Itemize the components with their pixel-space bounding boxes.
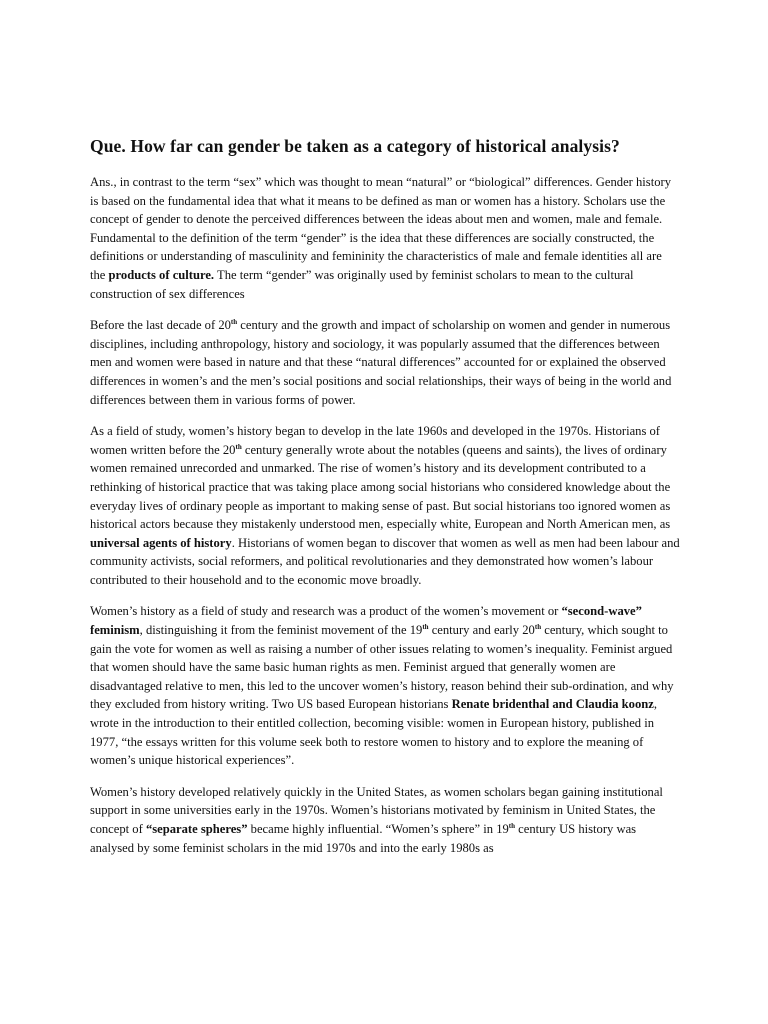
bold-term: products of culture. <box>108 267 215 282</box>
bold-term: Renate bridenthal and Claudia koonz <box>451 697 654 712</box>
text-run: century, which sought to gain the vote for women as well as raising a number of other issues relating to women’s inequality. Feminist argued that women should have the same basic human rights as men. Feminist argued that generally women are disadvantaged relative to men, this led to the uncover women’s history, reason behind their sub-ordination, and why they excluded from history writing. Two US based European historians <box>90 623 674 712</box>
text-run: Women’s history developed relatively quickly in the United States, as women scholars began gaining institutional support in some universities early in the 1970s. Women’s historians motivated by feminism in United States, the concept of <box>90 784 663 836</box>
document-page <box>90 133 680 870</box>
text-run: century and early 20 <box>428 623 535 638</box>
bold-term: “separate spheres” <box>145 822 248 836</box>
bold-term: “second-wave” feminism <box>90 604 642 638</box>
body-paragraph <box>90 422 680 589</box>
text-run: century US history was analysed by some feminist scholars in the mid 1970s and into the early 1980s as <box>90 822 637 855</box>
body-paragraph <box>90 602 680 769</box>
document-body <box>90 173 680 857</box>
bold-term: universal agents of history <box>90 535 232 550</box>
ordinal-superscript: th <box>508 821 516 830</box>
text-run: became highly influential. “Women’s sphere” in 19 <box>247 822 509 836</box>
body-paragraph <box>90 173 680 303</box>
ordinal-superscript: th <box>235 442 242 451</box>
ordinal-superscript: th <box>230 317 238 326</box>
body-paragraph <box>90 783 680 857</box>
text-run: . Historians of women began to discover that women as well as men had been labour and community activists, social reformers, and political revolutionaries and they demonstrated how women’s labour contributed to their household and to the economic move broadly. <box>90 535 680 587</box>
ordinal-superscript: th <box>422 622 429 631</box>
text-run: The term “gender” was originally used by feminist scholars to mean to the cultural construction of sex differences <box>90 267 634 301</box>
question-heading: Que. How far can gender be taken as a category of historical analysis? <box>90 136 620 156</box>
text-run: , distinguishing it from the feminist movement of the 19 <box>139 623 423 638</box>
text-run: , wrote in the introduction to their entitled collection, becoming visible: women in European history, published in 1977, “the essays written for this volume seek both to restore women to history and to explore the meaning of women’s unique historical experiences”. <box>90 697 657 768</box>
text-run: century generally wrote about the notables (queens and saints), the lives of ordinary women remained unrecorded and unmarked. The rise of women’s history and its development contributed to a rethinking of historical practice that was taking place among social historians who considered knowledge about the everyday lives of ordinary people as important to making sense of past. But social historians too ignored women as historical actors because they mistakenly understood men, especially white, European and North American men, as <box>90 442 671 532</box>
text-run: Women’s history as a field of study and research was a product of the women’s movement or <box>90 604 562 619</box>
text-run: century and the growth and impact of scholarship on women and gender in numerous disciplines, including anthropology, history and sociology, it was popularly assumed that the differences between men and women were based in nature and that these “natural differences” accounted for or explained the observed differences in women’s and the men’s social positions and social relationships, their ways of being in the world and differences between them in various forms of power. <box>90 318 672 407</box>
text-run: Before the last decade of 20 <box>90 318 231 333</box>
ordinal-superscript: th <box>534 622 542 631</box>
text-run: Ans., in contrast to the term “sex” which was thought to mean “natural” or “biological” differences. Gender history is based on the fundamental idea that what it means to be defined as man or women has a history. Scholars use the concept of gender to denote the perceived differences between the ideas about men and women, male and female. Fundamental to the definition of the term “gender” is the idea that these differences are socially constructed, the definitions or understanding of masculinity and femininity the characteristics of male and female identities all are the <box>90 175 671 282</box>
text-run: As a field of study, women’s history began to develop in the late 1960s and developed in the 1970s. Historians of women written before the 20 <box>90 424 660 457</box>
body-paragraph <box>90 316 680 409</box>
